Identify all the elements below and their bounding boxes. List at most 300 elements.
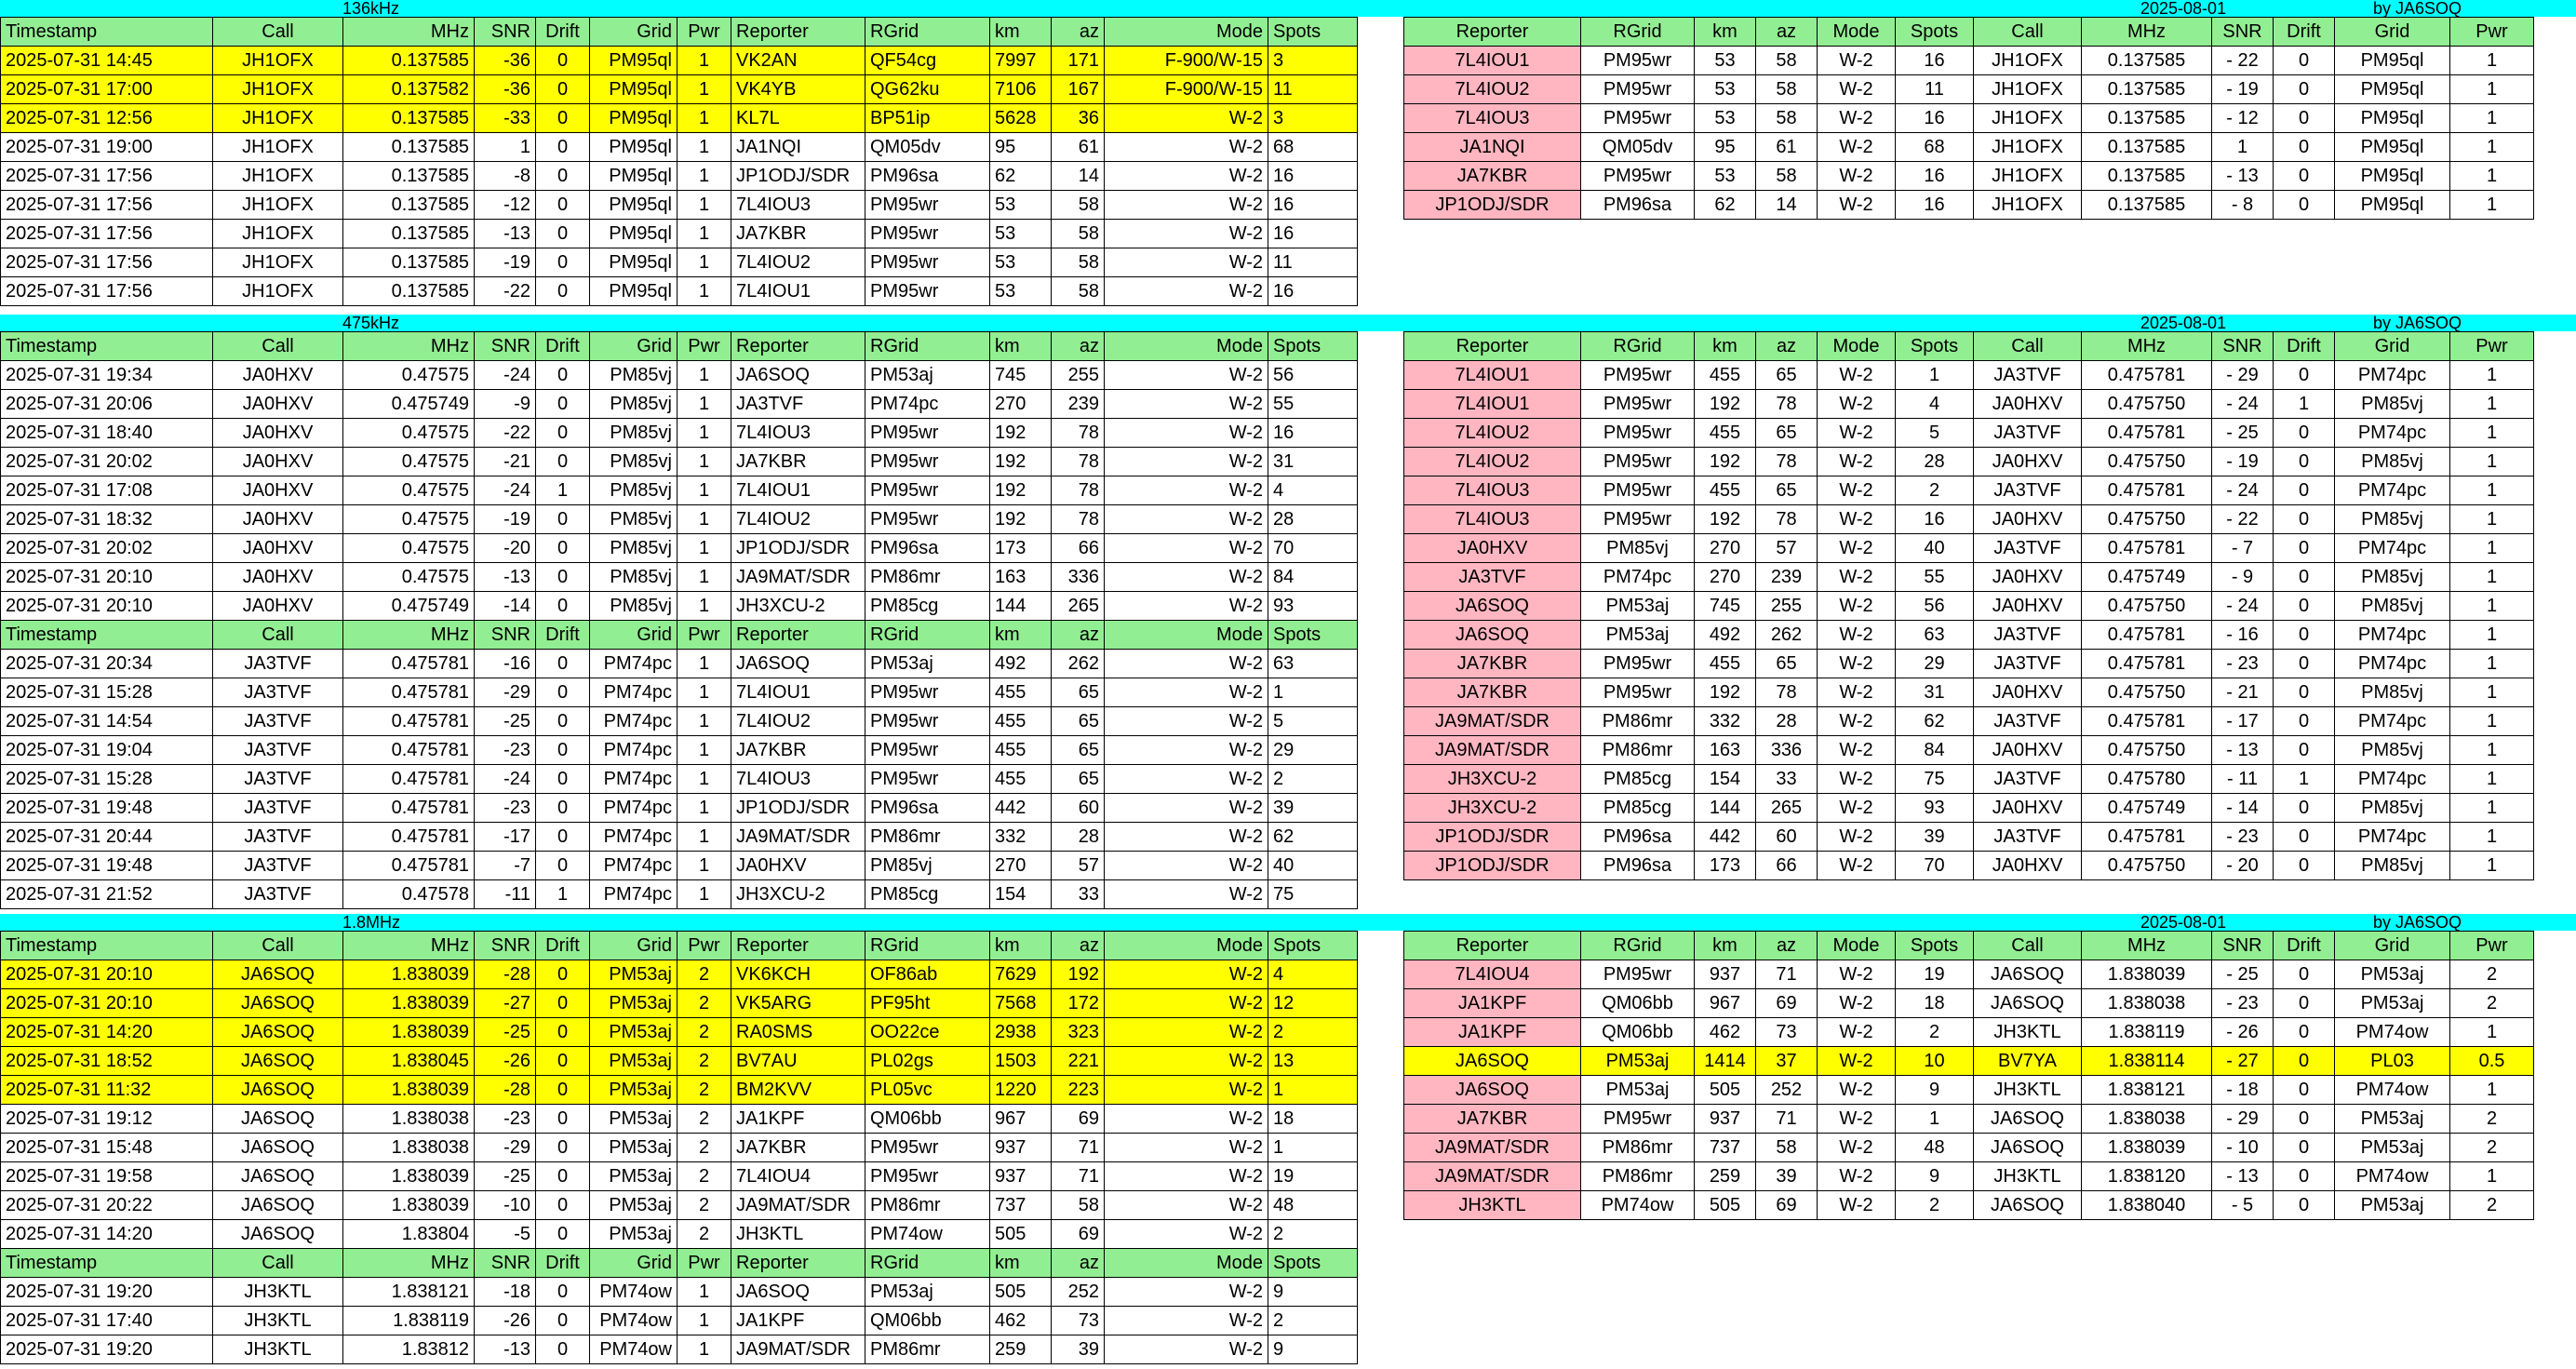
mhz-cell[interactable]: 0.475780: [2082, 765, 2212, 794]
mhz-cell[interactable]: 1.838038: [343, 1105, 475, 1134]
mode-cell[interactable]: W-2: [1818, 563, 1896, 592]
spots-cell[interactable]: 16: [1896, 191, 1974, 220]
mode-cell[interactable]: W-2: [1105, 707, 1268, 736]
grid-cell[interactable]: PM85vj: [2335, 505, 2450, 534]
spots-cell[interactable]: 16: [1896, 104, 1974, 133]
spots-cell[interactable]: 75: [1896, 765, 1974, 794]
az-cell[interactable]: 57: [1756, 534, 1818, 563]
timestamp-cell[interactable]: 2025-07-31 19:48: [1, 794, 213, 823]
mode-cell[interactable]: W-2: [1818, 1105, 1896, 1134]
grid-cell[interactable]: PM95ql: [2335, 162, 2450, 191]
drift-cell[interactable]: Drift: [536, 1249, 590, 1278]
az-cell[interactable]: 58: [1756, 1134, 1818, 1162]
grid-cell[interactable]: PM74pc: [590, 852, 678, 880]
drift-cell[interactable]: 0: [2274, 678, 2335, 707]
snr-cell[interactable]: -5: [475, 1220, 536, 1249]
km-cell[interactable]: 192: [990, 505, 1052, 534]
rgrid-cell[interactable]: PM95wr: [1581, 361, 1695, 390]
call-cell[interactable]: JA3TVF: [213, 707, 343, 736]
timestamp-cell[interactable]: 2025-07-31 18:32: [1, 505, 213, 534]
timestamp-cell[interactable]: 2025-07-31 17:40: [1, 1307, 213, 1335]
mhz-cell[interactable]: 0.475781: [2082, 476, 2212, 505]
pwr-cell[interactable]: 1: [678, 1307, 731, 1335]
timestamp-cell[interactable]: 2025-07-31 11:32: [1, 1076, 213, 1105]
rgrid-cell[interactable]: PM95wr: [865, 191, 990, 220]
drift-cell[interactable]: 0: [536, 133, 590, 162]
call-cell[interactable]: JA6SOQ: [213, 1191, 343, 1220]
timestamp-cell[interactable]: 2025-07-31 21:52: [1, 880, 213, 909]
az-cell[interactable]: 58: [1756, 104, 1818, 133]
call-cell[interactable]: JH1OFX: [213, 133, 343, 162]
snr-cell[interactable]: - 14: [2212, 794, 2274, 823]
az-cell[interactable]: az: [1052, 1249, 1105, 1278]
drift-cell[interactable]: 1: [536, 476, 590, 505]
spots-cell[interactable]: 19: [1268, 1162, 1358, 1191]
snr-cell[interactable]: -8: [475, 162, 536, 191]
mode-cell[interactable]: W-2: [1818, 448, 1896, 476]
grid-cell[interactable]: PM74pc: [590, 650, 678, 678]
drift-cell[interactable]: 0: [2274, 989, 2335, 1018]
km-cell[interactable]: 53: [1695, 162, 1756, 191]
pwr-cell[interactable]: 1: [678, 220, 731, 248]
az-cell[interactable]: 65: [1756, 361, 1818, 390]
snr-cell[interactable]: - 10: [2212, 1134, 2274, 1162]
drift-cell[interactable]: 0: [536, 592, 590, 621]
drift-cell[interactable]: 0: [536, 419, 590, 448]
mode-cell[interactable]: W-2: [1105, 823, 1268, 852]
grid-cell[interactable]: Grid: [2335, 18, 2450, 47]
az-cell[interactable]: 33: [1756, 765, 1818, 794]
timestamp-cell[interactable]: 2025-07-31 19:58: [1, 1162, 213, 1191]
call-cell[interactable]: JH1OFX: [213, 248, 343, 277]
rgrid-cell[interactable]: QM06bb: [865, 1307, 990, 1335]
call-cell[interactable]: JH3KTL: [213, 1307, 343, 1335]
az-cell[interactable]: 65: [1756, 419, 1818, 448]
pwr-cell[interactable]: 1: [678, 707, 731, 736]
mhz-cell[interactable]: 0.137585: [343, 162, 475, 191]
snr-cell[interactable]: - 12: [2212, 104, 2274, 133]
reporter-cell[interactable]: JA7KBR: [1404, 1105, 1581, 1134]
drift-cell[interactable]: 0: [2274, 621, 2335, 650]
az-cell[interactable]: 78: [1756, 505, 1818, 534]
mhz-cell[interactable]: 0.475781: [2082, 361, 2212, 390]
km-cell[interactable]: 163: [990, 563, 1052, 592]
snr-cell[interactable]: -13: [475, 563, 536, 592]
grid-cell[interactable]: PM85vj: [590, 419, 678, 448]
spots-cell[interactable]: 56: [1268, 361, 1358, 390]
az-cell[interactable]: 252: [1756, 1076, 1818, 1105]
az-cell[interactable]: 65: [1052, 707, 1105, 736]
spots-cell[interactable]: 12: [1268, 989, 1358, 1018]
timestamp-cell[interactable]: 2025-07-31 20:02: [1, 448, 213, 476]
snr-cell[interactable]: - 23: [2212, 650, 2274, 678]
az-cell[interactable]: 36: [1052, 104, 1105, 133]
drift-cell[interactable]: 0: [2274, 47, 2335, 75]
snr-cell[interactable]: - 23: [2212, 823, 2274, 852]
km-cell[interactable]: 62: [1695, 191, 1756, 220]
grid-cell[interactable]: PM85vj: [590, 592, 678, 621]
rgrid-cell[interactable]: PM86mr: [1581, 1162, 1695, 1191]
mhz-cell[interactable]: MHz: [2082, 18, 2212, 47]
pwr-cell[interactable]: 1: [2450, 191, 2534, 220]
rgrid-cell[interactable]: RGrid: [865, 332, 990, 361]
az-cell[interactable]: 262: [1756, 621, 1818, 650]
reporter-cell[interactable]: JP1ODJ/SDR: [731, 534, 865, 563]
snr-cell[interactable]: -24: [475, 476, 536, 505]
km-cell[interactable]: 270: [1695, 534, 1756, 563]
km-cell[interactable]: 455: [1695, 650, 1756, 678]
pwr-cell[interactable]: Pwr: [678, 621, 731, 650]
pwr-cell[interactable]: 1: [2450, 448, 2534, 476]
drift-cell[interactable]: 0: [2274, 1162, 2335, 1191]
call-cell[interactable]: Call: [213, 1249, 343, 1278]
rgrid-cell[interactable]: PM95wr: [865, 765, 990, 794]
timestamp-cell[interactable]: Timestamp: [1, 1249, 213, 1278]
grid-cell[interactable]: PM85vj: [2335, 448, 2450, 476]
spots-cell[interactable]: 5: [1268, 707, 1358, 736]
rgrid-cell[interactable]: PM74pc: [865, 390, 990, 419]
rgrid-cell[interactable]: PM85cg: [865, 592, 990, 621]
mhz-cell[interactable]: 1.838120: [2082, 1162, 2212, 1191]
km-cell[interactable]: 192: [1695, 448, 1756, 476]
call-cell[interactable]: JA0HXV: [213, 563, 343, 592]
grid-cell[interactable]: PM95ql: [590, 248, 678, 277]
reporter-cell[interactable]: JA7KBR: [731, 448, 865, 476]
drift-cell[interactable]: 0: [536, 248, 590, 277]
spots-cell[interactable]: 4: [1268, 960, 1358, 989]
pwr-cell[interactable]: 1: [2450, 678, 2534, 707]
km-cell[interactable]: 53: [990, 191, 1052, 220]
mhz-cell[interactable]: 0.475750: [2082, 852, 2212, 880]
grid-cell[interactable]: PM85vj: [2335, 736, 2450, 765]
reporter-cell[interactable]: 7L4IOU4: [1404, 960, 1581, 989]
grid-cell[interactable]: PM74ow: [590, 1278, 678, 1307]
rgrid-cell[interactable]: OF86ab: [865, 960, 990, 989]
mode-cell[interactable]: W-2: [1105, 1105, 1268, 1134]
mhz-cell[interactable]: 0.475749: [343, 390, 475, 419]
mhz-cell[interactable]: 0.475781: [343, 650, 475, 678]
mode-cell[interactable]: W-2: [1105, 852, 1268, 880]
drift-cell[interactable]: 0: [536, 1134, 590, 1162]
pwr-cell[interactable]: 1: [2450, 419, 2534, 448]
snr-cell[interactable]: SNR: [475, 1249, 536, 1278]
spots-cell[interactable]: 1: [1896, 361, 1974, 390]
mhz-cell[interactable]: 0.137585: [343, 248, 475, 277]
spots-cell[interactable]: 9: [1896, 1076, 1974, 1105]
grid-cell[interactable]: Grid: [590, 1249, 678, 1278]
drift-cell[interactable]: 0: [536, 1220, 590, 1249]
mhz-cell[interactable]: MHz: [343, 621, 475, 650]
rgrid-cell[interactable]: PM86mr: [865, 1191, 990, 1220]
pwr-cell[interactable]: 1: [678, 390, 731, 419]
call-cell[interactable]: JH1OFX: [1974, 133, 2082, 162]
timestamp-cell[interactable]: 2025-07-31 19:20: [1, 1335, 213, 1364]
km-cell[interactable]: 270: [990, 390, 1052, 419]
spots-cell[interactable]: 56: [1896, 592, 1974, 621]
drift-cell[interactable]: 0: [536, 361, 590, 390]
timestamp-cell[interactable]: 2025-07-31 17:56: [1, 162, 213, 191]
rgrid-cell[interactable]: PM95wr: [1581, 505, 1695, 534]
mhz-cell[interactable]: 0.137582: [343, 75, 475, 104]
timestamp-cell[interactable]: 2025-07-31 20:22: [1, 1191, 213, 1220]
mode-cell[interactable]: W-2: [1818, 1018, 1896, 1047]
pwr-cell[interactable]: 1: [2450, 650, 2534, 678]
pwr-cell[interactable]: 1: [2450, 765, 2534, 794]
timestamp-cell[interactable]: 2025-07-31 15:48: [1, 1134, 213, 1162]
mode-cell[interactable]: W-2: [1818, 476, 1896, 505]
az-cell[interactable]: 73: [1756, 1018, 1818, 1047]
az-cell[interactable]: 252: [1052, 1278, 1105, 1307]
az-cell[interactable]: 39: [1052, 1335, 1105, 1364]
mhz-cell[interactable]: 0.137585: [343, 277, 475, 306]
snr-cell[interactable]: -21: [475, 448, 536, 476]
spots-cell[interactable]: 1: [1268, 1076, 1358, 1105]
spots-cell[interactable]: 5: [1896, 419, 1974, 448]
snr-cell[interactable]: - 11: [2212, 765, 2274, 794]
reporter-cell[interactable]: 7L4IOU3: [731, 765, 865, 794]
call-cell[interactable]: JA0HXV: [213, 505, 343, 534]
mhz-cell[interactable]: 0.475750: [2082, 592, 2212, 621]
snr-cell[interactable]: -23: [475, 794, 536, 823]
pwr-cell[interactable]: 1: [2450, 476, 2534, 505]
snr-cell[interactable]: -29: [475, 1134, 536, 1162]
pwr-cell[interactable]: 1: [678, 133, 731, 162]
reporter-cell[interactable]: JA0HXV: [1404, 534, 1581, 563]
km-cell[interactable]: km: [1695, 932, 1756, 960]
az-cell[interactable]: 73: [1052, 1307, 1105, 1335]
pwr-cell[interactable]: 1: [678, 823, 731, 852]
spots-cell[interactable]: 40: [1896, 534, 1974, 563]
spots-cell[interactable]: 29: [1896, 650, 1974, 678]
pwr-cell[interactable]: 1: [678, 104, 731, 133]
spots-cell[interactable]: 48: [1268, 1191, 1358, 1220]
rgrid-cell[interactable]: PM86mr: [1581, 736, 1695, 765]
spots-cell[interactable]: 11: [1268, 75, 1358, 104]
grid-cell[interactable]: PM53aj: [2335, 989, 2450, 1018]
timestamp-cell[interactable]: 2025-07-31 20:10: [1, 989, 213, 1018]
rgrid-cell[interactable]: PM95wr: [1581, 75, 1695, 104]
mode-cell[interactable]: W-2: [1818, 650, 1896, 678]
spots-cell[interactable]: 16: [1268, 419, 1358, 448]
az-cell[interactable]: 262: [1052, 650, 1105, 678]
snr-cell[interactable]: -26: [475, 1307, 536, 1335]
snr-cell[interactable]: -11: [475, 880, 536, 909]
az-cell[interactable]: 14: [1756, 191, 1818, 220]
pwr-cell[interactable]: 1: [678, 1335, 731, 1364]
az-cell[interactable]: 61: [1756, 133, 1818, 162]
call-cell[interactable]: JA3TVF: [1974, 534, 2082, 563]
pwr-cell[interactable]: Pwr: [2450, 332, 2534, 361]
grid-cell[interactable]: PM74pc: [2335, 765, 2450, 794]
az-cell[interactable]: 58: [1052, 1191, 1105, 1220]
call-cell[interactable]: JH3KTL: [1974, 1076, 2082, 1105]
km-cell[interactable]: 505: [1695, 1191, 1756, 1220]
rgrid-cell[interactable]: PM74ow: [1581, 1191, 1695, 1220]
spots-cell[interactable]: 11: [1268, 248, 1358, 277]
snr-cell[interactable]: -22: [475, 277, 536, 306]
rgrid-cell[interactable]: QM06bb: [1581, 1018, 1695, 1047]
pwr-cell[interactable]: 1: [678, 448, 731, 476]
call-cell[interactable]: JA6SOQ: [1974, 960, 2082, 989]
mhz-cell[interactable]: 0.475781: [343, 736, 475, 765]
drift-cell[interactable]: Drift: [536, 932, 590, 960]
az-cell[interactable]: 71: [1756, 960, 1818, 989]
drift-cell[interactable]: 0: [2274, 361, 2335, 390]
pwr-cell[interactable]: 1: [2450, 852, 2534, 880]
km-cell[interactable]: 192: [990, 448, 1052, 476]
rgrid-cell[interactable]: PM53aj: [865, 361, 990, 390]
pwr-cell[interactable]: 1: [678, 852, 731, 880]
reporter-cell[interactable]: JH3XCU-2: [1404, 794, 1581, 823]
spots-cell[interactable]: 1: [1268, 1134, 1358, 1162]
rgrid-cell[interactable]: PM96sa: [1581, 852, 1695, 880]
snr-cell[interactable]: -23: [475, 1105, 536, 1134]
grid-cell[interactable]: PM85vj: [590, 390, 678, 419]
rgrid-cell[interactable]: PM53aj: [1581, 621, 1695, 650]
km-cell[interactable]: 492: [1695, 621, 1756, 650]
rgrid-cell[interactable]: PM86mr: [865, 563, 990, 592]
mhz-cell[interactable]: 1.838039: [343, 1191, 475, 1220]
call-cell[interactable]: JH1OFX: [213, 277, 343, 306]
az-cell[interactable]: 14: [1052, 162, 1105, 191]
spots-cell[interactable]: Spots: [1896, 332, 1974, 361]
km-cell[interactable]: 53: [990, 220, 1052, 248]
call-cell[interactable]: JA3TVF: [213, 823, 343, 852]
km-cell[interactable]: 745: [1695, 592, 1756, 621]
drift-cell[interactable]: 0: [536, 390, 590, 419]
drift-cell[interactable]: 0: [2274, 650, 2335, 678]
mode-cell[interactable]: W-2: [1105, 505, 1268, 534]
spots-cell[interactable]: 10: [1896, 1047, 1974, 1076]
km-cell[interactable]: 7106: [990, 75, 1052, 104]
mode-cell[interactable]: W-2: [1818, 852, 1896, 880]
grid-cell[interactable]: PM53aj: [2335, 1105, 2450, 1134]
rgrid-cell[interactable]: PM74pc: [1581, 563, 1695, 592]
km-cell[interactable]: 53: [990, 277, 1052, 306]
call-cell[interactable]: JA3TVF: [1974, 650, 2082, 678]
call-cell[interactable]: Call: [213, 332, 343, 361]
grid-cell[interactable]: PM53aj: [590, 1162, 678, 1191]
mode-cell[interactable]: W-2: [1818, 794, 1896, 823]
rgrid-cell[interactable]: PM95wr: [1581, 390, 1695, 419]
pwr-cell[interactable]: Pwr: [678, 1249, 731, 1278]
spots-cell[interactable]: 70: [1896, 852, 1974, 880]
call-cell[interactable]: JH1OFX: [213, 47, 343, 75]
grid-cell[interactable]: PM85vj: [2335, 563, 2450, 592]
reporter-cell[interactable]: BV7AU: [731, 1047, 865, 1076]
grid-cell[interactable]: PM53aj: [590, 1018, 678, 1047]
rgrid-cell[interactable]: PM53aj: [1581, 1076, 1695, 1105]
spots-cell[interactable]: 1: [1896, 1105, 1974, 1134]
km-cell[interactable]: 2938: [990, 1018, 1052, 1047]
spots-cell[interactable]: 9: [1896, 1162, 1974, 1191]
rgrid-cell[interactable]: PM96sa: [865, 794, 990, 823]
km-cell[interactable]: 737: [990, 1191, 1052, 1220]
snr-cell[interactable]: - 25: [2212, 419, 2274, 448]
drift-cell[interactable]: 0: [2274, 707, 2335, 736]
mode-cell[interactable]: Mode: [1105, 932, 1268, 960]
reporter-cell[interactable]: 7L4IOU3: [1404, 104, 1581, 133]
call-cell[interactable]: Call: [1974, 18, 2082, 47]
reporter-cell[interactable]: 7L4IOU3: [1404, 476, 1581, 505]
timestamp-cell[interactable]: 2025-07-31 18:40: [1, 419, 213, 448]
mode-cell[interactable]: W-2: [1818, 960, 1896, 989]
km-cell[interactable]: 455: [990, 707, 1052, 736]
spots-cell[interactable]: 3: [1268, 104, 1358, 133]
call-cell[interactable]: JH1OFX: [1974, 75, 2082, 104]
az-cell[interactable]: az: [1052, 932, 1105, 960]
az-cell[interactable]: 172: [1052, 989, 1105, 1018]
pwr-cell[interactable]: 1: [678, 75, 731, 104]
drift-cell[interactable]: 0: [536, 852, 590, 880]
reporter-cell[interactable]: JP1ODJ/SDR: [1404, 823, 1581, 852]
pwr-cell[interactable]: 2: [678, 1076, 731, 1105]
snr-cell[interactable]: -23: [475, 736, 536, 765]
call-cell[interactable]: JA3TVF: [213, 852, 343, 880]
pwr-cell[interactable]: 1: [2450, 1076, 2534, 1105]
mode-cell[interactable]: W-2: [1818, 47, 1896, 75]
spots-cell[interactable]: 28: [1896, 448, 1974, 476]
snr-cell[interactable]: - 24: [2212, 592, 2274, 621]
mode-cell[interactable]: W-2: [1818, 989, 1896, 1018]
mode-cell[interactable]: W-2: [1818, 707, 1896, 736]
rgrid-cell[interactable]: PM95wr: [865, 248, 990, 277]
snr-cell[interactable]: -17: [475, 823, 536, 852]
call-cell[interactable]: JA0HXV: [213, 390, 343, 419]
call-cell[interactable]: Call: [213, 621, 343, 650]
drift-cell[interactable]: 0: [2274, 1018, 2335, 1047]
rgrid-cell[interactable]: PM96sa: [1581, 823, 1695, 852]
snr-cell[interactable]: -20: [475, 534, 536, 563]
mhz-cell[interactable]: 0.137585: [343, 220, 475, 248]
az-cell[interactable]: 265: [1756, 794, 1818, 823]
az-cell[interactable]: 167: [1052, 75, 1105, 104]
pwr-cell[interactable]: 1: [678, 1278, 731, 1307]
reporter-cell[interactable]: JA7KBR: [1404, 678, 1581, 707]
az-cell[interactable]: az: [1052, 18, 1105, 47]
km-cell[interactable]: 442: [990, 794, 1052, 823]
az-cell[interactable]: 60: [1756, 823, 1818, 852]
grid-cell[interactable]: PM53aj: [590, 1220, 678, 1249]
grid-cell[interactable]: PM95ql: [590, 220, 678, 248]
call-cell[interactable]: JA0HXV: [1974, 736, 2082, 765]
pwr-cell[interactable]: 1: [2450, 104, 2534, 133]
drift-cell[interactable]: 0: [2274, 476, 2335, 505]
az-cell[interactable]: 66: [1052, 534, 1105, 563]
snr-cell[interactable]: -26: [475, 1047, 536, 1076]
rgrid-cell[interactable]: PL02gs: [865, 1047, 990, 1076]
pwr-cell[interactable]: 1: [2450, 707, 2534, 736]
pwr-cell[interactable]: 1: [678, 162, 731, 191]
km-cell[interactable]: 144: [990, 592, 1052, 621]
reporter-cell[interactable]: JA9MAT/SDR: [1404, 1134, 1581, 1162]
timestamp-cell[interactable]: 2025-07-31 20:02: [1, 534, 213, 563]
spots-cell[interactable]: 55: [1268, 390, 1358, 419]
drift-cell[interactable]: 0: [2274, 133, 2335, 162]
snr-cell[interactable]: - 22: [2212, 47, 2274, 75]
reporter-cell[interactable]: JA9MAT/SDR: [1404, 707, 1581, 736]
snr-cell[interactable]: - 19: [2212, 448, 2274, 476]
grid-cell[interactable]: PM95ql: [590, 162, 678, 191]
reporter-cell[interactable]: JA6SOQ: [1404, 592, 1581, 621]
az-cell[interactable]: 78: [1756, 678, 1818, 707]
call-cell[interactable]: JH3KTL: [1974, 1162, 2082, 1191]
mode-cell[interactable]: W-2: [1105, 592, 1268, 621]
call-cell[interactable]: JA6SOQ: [213, 1047, 343, 1076]
km-cell[interactable]: 7997: [990, 47, 1052, 75]
spots-cell[interactable]: 16: [1268, 220, 1358, 248]
reporter-cell[interactable]: VK4YB: [731, 75, 865, 104]
